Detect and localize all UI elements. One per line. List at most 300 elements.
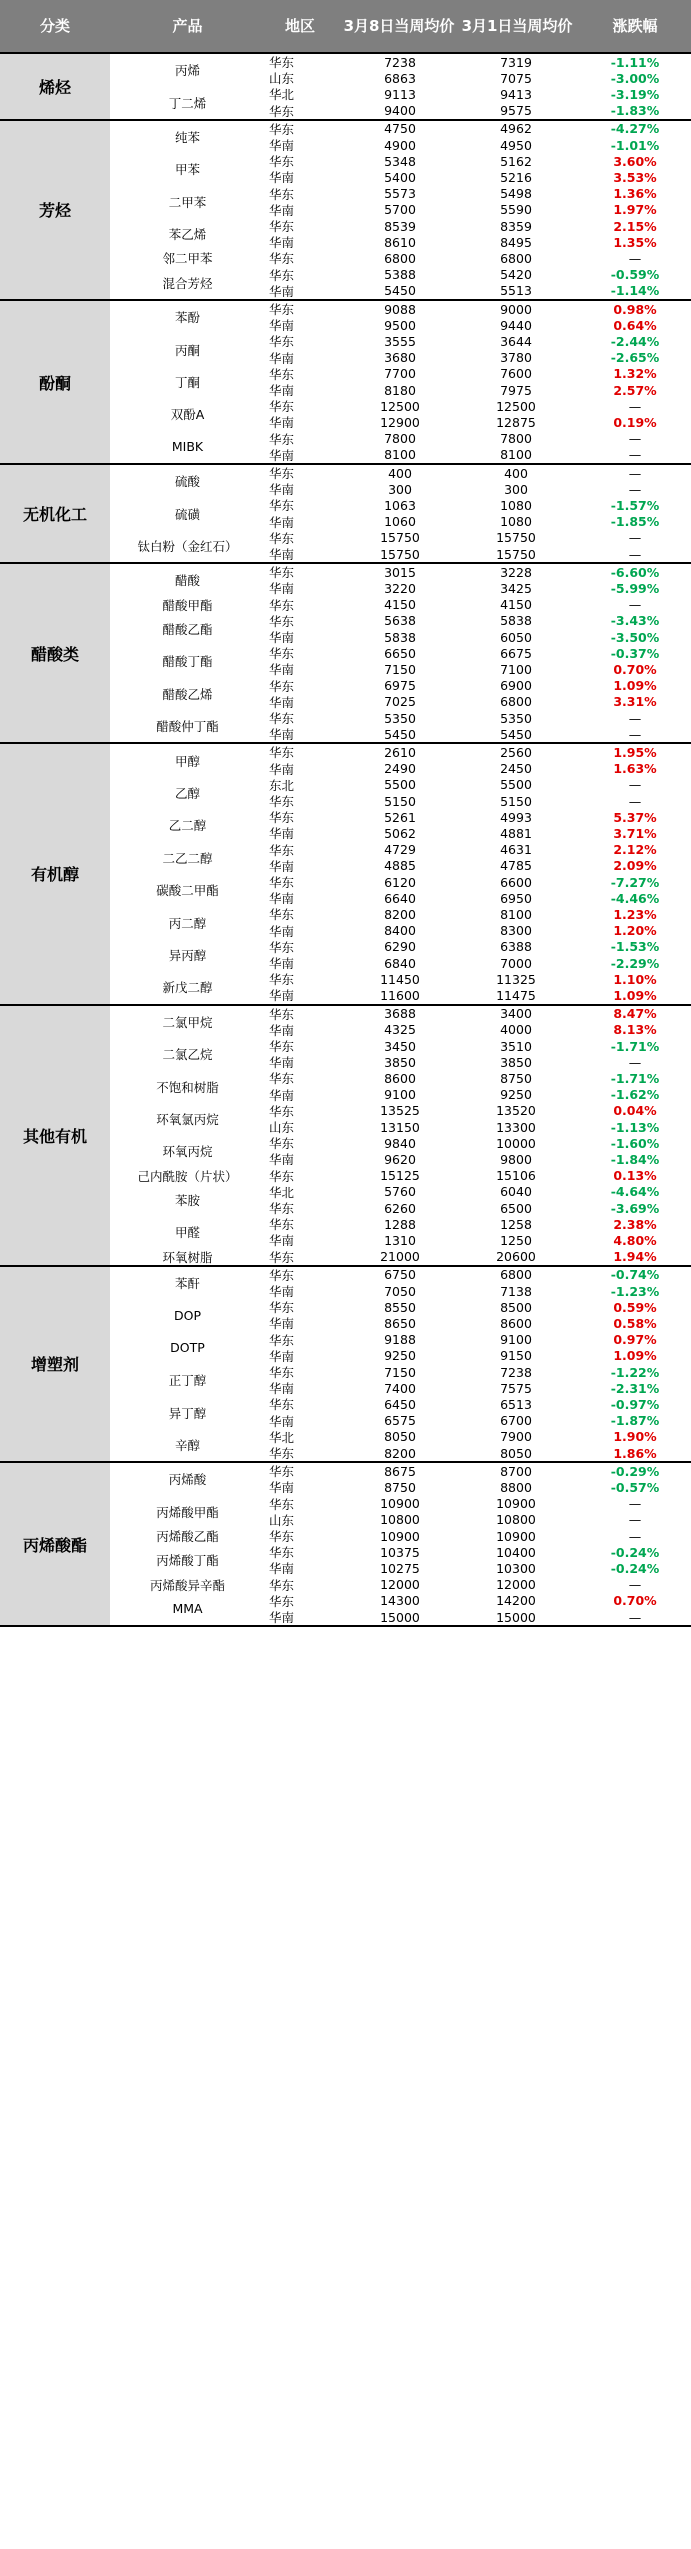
change-cell: -5.99% (610, 580, 660, 596)
change-cell: — (628, 530, 642, 546)
change-cell: -1.14% (610, 283, 660, 299)
change-cell: 8.47% (613, 1006, 657, 1022)
change-cell: — (628, 1577, 642, 1593)
change-cell: 5.37% (613, 809, 657, 825)
previous-price-cell: 8750 (500, 1070, 532, 1086)
change-cell: -1.57% (610, 497, 660, 513)
region-cell: 华东 (269, 907, 295, 923)
current-price-cell: 15125 (380, 1168, 420, 1184)
previous-price-cell: 9250 (500, 1087, 532, 1103)
region-cell: 华东 (269, 186, 295, 202)
change-cell: -6.60% (610, 564, 660, 580)
table-row (265, 580, 691, 596)
change-cell: 0.13% (613, 1168, 657, 1184)
product-name: 丙酮 (110, 333, 265, 365)
region-cell: 华东 (269, 103, 295, 119)
previous-price-cell: 7575 (500, 1380, 532, 1396)
table-row (265, 1413, 691, 1429)
current-price-cell: 9840 (384, 1135, 416, 1151)
table-row (265, 169, 691, 185)
region-cell: 华东 (269, 1039, 295, 1055)
change-cell: -1.11% (610, 54, 660, 70)
table-row (265, 1119, 691, 1135)
previous-price-cell: 5513 (500, 283, 532, 299)
previous-price-cell: 9150 (500, 1348, 532, 1364)
previous-price-cell: 12875 (496, 414, 536, 430)
change-cell: -1.85% (610, 514, 660, 530)
current-price-cell: 8650 (384, 1315, 416, 1331)
change-cell: — (628, 465, 642, 481)
current-price-cell: 3680 (384, 350, 416, 366)
product-name: 硫磺 (110, 497, 265, 529)
change-cell: 0.98% (613, 301, 657, 317)
product-name: 二乙二醇 (110, 842, 265, 874)
change-cell: 2.57% (613, 382, 657, 398)
previous-price-cell: 4631 (500, 842, 532, 858)
region-cell: 华南 (269, 923, 295, 939)
current-price-cell: 10800 (380, 1512, 420, 1528)
change-cell: -0.37% (610, 645, 660, 661)
change-cell: 0.64% (613, 317, 657, 333)
region-cell: 华南 (269, 1152, 295, 1168)
table-row (265, 1054, 691, 1070)
previous-price-cell: 15750 (496, 546, 536, 562)
previous-price-cell: 6800 (500, 250, 532, 266)
table-row (265, 923, 691, 939)
table-row (265, 1479, 691, 1495)
product-name: 环氧树脂 (110, 1249, 265, 1265)
change-cell: — (628, 1609, 642, 1625)
change-cell: -3.19% (610, 86, 660, 102)
change-cell: — (628, 710, 642, 726)
product-name: 二氯甲烷 (110, 1006, 265, 1038)
region-cell: 华南 (269, 1381, 295, 1397)
current-price-cell: 8100 (384, 447, 416, 463)
table-row (265, 1609, 691, 1625)
product-name: 甲醇 (110, 744, 265, 776)
region-cell: 华南 (269, 1348, 295, 1364)
previous-price-cell: 7075 (500, 70, 532, 86)
change-cell: -2.31% (610, 1380, 660, 1396)
previous-price-cell: 8800 (500, 1479, 532, 1495)
current-price-cell: 8610 (384, 234, 416, 250)
table-row (265, 1249, 691, 1265)
region-cell: 华南 (269, 727, 295, 743)
change-cell: 3.53% (613, 169, 657, 185)
previous-price-cell: 3644 (500, 333, 532, 349)
current-price-cell: 5388 (384, 267, 416, 283)
current-price-cell: 6650 (384, 645, 416, 661)
previous-price-cell: 7000 (500, 955, 532, 971)
previous-price-cell: 15750 (496, 530, 536, 546)
current-price-cell: 7025 (384, 694, 416, 710)
table-row (265, 121, 691, 137)
table-row (265, 54, 691, 70)
table-row (265, 597, 691, 613)
current-price-cell: 6750 (384, 1267, 416, 1283)
region-cell: 华东 (269, 1577, 295, 1593)
region-cell: 华南 (269, 1610, 295, 1626)
change-cell: -0.24% (610, 1560, 660, 1576)
current-price-cell: 5450 (384, 283, 416, 299)
current-price-cell: 9500 (384, 317, 416, 333)
table-row (265, 939, 691, 955)
current-price-cell: 7700 (384, 366, 416, 382)
region-cell: 华东 (269, 431, 295, 447)
region-cell: 华南 (269, 1561, 295, 1577)
change-cell: 0.59% (613, 1299, 657, 1315)
product-name: 乙醇 (110, 777, 265, 809)
previous-price-cell: 4785 (500, 858, 532, 874)
table-row (265, 777, 691, 793)
previous-price-cell: 8100 (500, 447, 532, 463)
table-row (265, 645, 691, 661)
region-cell: 华南 (269, 318, 295, 334)
change-cell: -1.71% (610, 1038, 660, 1054)
table-row (265, 987, 691, 1003)
current-price-cell: 8200 (384, 906, 416, 922)
current-price-cell: 9088 (384, 301, 416, 317)
change-cell: — (628, 250, 642, 266)
table-row (265, 1364, 691, 1380)
table-row (265, 858, 691, 874)
region-cell: 华南 (269, 1413, 295, 1429)
current-price-cell: 14300 (380, 1593, 420, 1609)
table-row (265, 186, 691, 202)
table-row (265, 1038, 691, 1054)
table-row (265, 1512, 691, 1528)
product-name: 丁酮 (110, 366, 265, 398)
region-cell: 华南 (269, 383, 295, 399)
region-cell: 华东 (269, 1464, 295, 1480)
change-cell: 0.19% (613, 414, 657, 430)
change-cell: — (628, 1496, 642, 1512)
region-cell: 华东 (269, 219, 295, 235)
header-product: 产品 (172, 17, 203, 35)
current-price-cell: 6120 (384, 874, 416, 890)
change-cell: 2.12% (613, 842, 657, 858)
previous-price-cell: 8359 (500, 218, 532, 234)
table-row (265, 514, 691, 530)
product-name: 醋酸乙酯 (110, 613, 265, 645)
change-cell: -1.60% (610, 1135, 660, 1151)
previous-price-cell: 20600 (496, 1249, 536, 1265)
previous-price-cell: 9800 (500, 1151, 532, 1167)
current-price-cell: 11450 (380, 971, 420, 987)
change-cell: 3.71% (613, 825, 657, 841)
product-name: 苯酐 (110, 1267, 265, 1299)
product-name: DOP (110, 1299, 265, 1331)
table-row (265, 267, 691, 283)
current-price-cell: 4729 (384, 842, 416, 858)
region-cell: 东北 (269, 777, 295, 793)
category-cell: 丙烯酸酯 (0, 1463, 110, 1625)
change-cell: 1.90% (613, 1429, 657, 1445)
current-price-cell: 4900 (384, 137, 416, 153)
table-row (265, 1087, 691, 1103)
region-cell: 华南 (269, 826, 295, 842)
current-price-cell: 4150 (384, 597, 416, 613)
region-cell: 华东 (269, 711, 295, 727)
change-cell: — (628, 1054, 642, 1070)
table-row (265, 333, 691, 349)
table-row (265, 629, 691, 645)
region-cell: 华东 (269, 1397, 295, 1413)
change-cell: -1.53% (610, 939, 660, 955)
region-cell: 华东 (269, 1136, 295, 1152)
product-name: 异丙醇 (110, 939, 265, 971)
change-cell: -1.87% (610, 1413, 660, 1429)
previous-price-cell: 10900 (496, 1496, 536, 1512)
previous-price-cell: 5162 (500, 153, 532, 169)
change-cell: 1.95% (613, 744, 657, 760)
table-row (265, 546, 691, 562)
previous-price-cell: 1250 (500, 1232, 532, 1248)
change-cell: 2.15% (613, 218, 657, 234)
table-row (265, 726, 691, 742)
current-price-cell: 8400 (384, 923, 416, 939)
region-cell: 华东 (269, 597, 295, 613)
region-cell: 华南 (269, 1480, 295, 1496)
change-cell: — (628, 597, 642, 613)
current-price-cell: 5760 (384, 1184, 416, 1200)
current-price-cell: 15750 (380, 546, 420, 562)
table-row (265, 1283, 691, 1299)
region-cell: 华东 (269, 1201, 295, 1217)
change-cell: 2.38% (613, 1216, 657, 1232)
change-cell: -1.83% (610, 103, 660, 119)
table-row (265, 431, 691, 447)
change-cell: 0.97% (613, 1332, 657, 1348)
change-cell: -2.29% (610, 955, 660, 971)
region-cell: 华东 (269, 1446, 295, 1462)
previous-price-cell: 2450 (500, 761, 532, 777)
region-cell: 山东 (269, 71, 295, 87)
current-price-cell: 3688 (384, 1006, 416, 1022)
product-name: 硫酸 (110, 465, 265, 497)
change-cell: 1.94% (613, 1249, 657, 1265)
change-cell: — (628, 1528, 642, 1544)
region-cell: 华南 (269, 630, 295, 646)
previous-price-cell: 5500 (500, 777, 532, 793)
current-price-cell: 6863 (384, 70, 416, 86)
table-row (265, 661, 691, 677)
change-cell: 1.09% (613, 987, 657, 1003)
previous-price-cell: 15106 (496, 1168, 536, 1184)
table-header (0, 0, 691, 52)
change-cell: -7.27% (610, 874, 660, 890)
current-price-cell: 5450 (384, 726, 416, 742)
change-cell: -1.13% (610, 1119, 660, 1135)
table-row (265, 971, 691, 987)
previous-price-cell: 3425 (500, 580, 532, 596)
previous-price-cell: 3510 (500, 1038, 532, 1054)
product-name: 醋酸甲酯 (110, 597, 265, 613)
region-cell: 华北 (269, 1429, 295, 1445)
region-cell: 华南 (269, 761, 295, 777)
previous-price-cell: 9000 (500, 301, 532, 317)
table-row (265, 825, 691, 841)
change-cell: 1.36% (613, 186, 657, 202)
product-name: DOTP (110, 1332, 265, 1364)
table-row (265, 530, 691, 546)
change-cell: 0.70% (613, 661, 657, 677)
category-cell: 芳烃 (0, 121, 110, 299)
previous-price-cell: 6500 (500, 1200, 532, 1216)
current-price-cell: 9100 (384, 1087, 416, 1103)
table-row (265, 874, 691, 890)
region-cell: 华东 (269, 251, 295, 267)
region-cell: 华东 (269, 1249, 295, 1265)
previous-price-cell: 5590 (500, 202, 532, 218)
table-row (265, 1445, 691, 1461)
current-price-cell: 3220 (384, 580, 416, 596)
change-cell: -2.65% (610, 350, 660, 366)
previous-price-cell: 10900 (496, 1528, 536, 1544)
current-price-cell: 9400 (384, 103, 416, 119)
previous-price-cell: 9575 (500, 103, 532, 119)
product-name: 二甲苯 (110, 186, 265, 218)
previous-price-cell: 8300 (500, 923, 532, 939)
previous-price-cell: 5498 (500, 186, 532, 202)
current-price-cell: 8050 (384, 1429, 416, 1445)
table-row (265, 1135, 691, 1151)
change-cell: 1.20% (613, 923, 657, 939)
previous-price-cell: 9413 (500, 86, 532, 102)
table-row (265, 1168, 691, 1184)
table-row (265, 890, 691, 906)
table-row (265, 1348, 691, 1364)
region-cell: 华东 (269, 334, 295, 350)
region-cell: 山东 (269, 1120, 295, 1136)
product-name: 醋酸仲丁酯 (110, 710, 265, 742)
product-name: 双酚A (110, 398, 265, 430)
product-name: 丙烯酸丁酯 (110, 1544, 265, 1576)
previous-price-cell: 5450 (500, 726, 532, 742)
table-row (265, 1103, 691, 1119)
product-name: 丙烯 (110, 54, 265, 86)
table-row (265, 218, 691, 234)
region-cell: 华南 (269, 283, 295, 299)
product-name: 异丁醇 (110, 1396, 265, 1428)
product-name: 丙烯酸 (110, 1463, 265, 1495)
current-price-cell: 8750 (384, 1479, 416, 1495)
region-cell: 华东 (269, 1529, 295, 1545)
current-price-cell: 9113 (384, 86, 416, 102)
table-row (265, 1184, 691, 1200)
current-price-cell: 3015 (384, 564, 416, 580)
change-cell: 1.10% (613, 971, 657, 987)
change-cell: -0.97% (610, 1396, 660, 1412)
region-cell: 华东 (269, 302, 295, 318)
product-name: 环氧丙烷 (110, 1135, 265, 1167)
current-price-cell: 5573 (384, 186, 416, 202)
table-row (265, 1216, 691, 1232)
previous-price-cell: 6050 (500, 629, 532, 645)
current-price-cell: 8539 (384, 218, 416, 234)
current-price-cell: 5348 (384, 153, 416, 169)
previous-price-cell: 7800 (500, 431, 532, 447)
current-price-cell: 3450 (384, 1038, 416, 1054)
table-row (265, 842, 691, 858)
category-cell: 其他有机 (0, 1006, 110, 1265)
table-row (265, 906, 691, 922)
previous-price-cell: 6040 (500, 1184, 532, 1200)
previous-price-cell: 8495 (500, 234, 532, 250)
previous-price-cell: 4881 (500, 825, 532, 841)
current-price-cell: 5500 (384, 777, 416, 793)
current-price-cell: 5062 (384, 825, 416, 841)
change-cell: -1.71% (610, 1070, 660, 1086)
table-row (265, 1396, 691, 1412)
region-cell: 华南 (269, 482, 295, 498)
current-price-cell: 4750 (384, 121, 416, 137)
previous-price-cell: 6700 (500, 1413, 532, 1429)
current-price-cell: 7150 (384, 1364, 416, 1380)
change-cell: — (628, 398, 642, 414)
table-row (265, 1560, 691, 1576)
current-price-cell: 10900 (380, 1528, 420, 1544)
current-price-cell: 7800 (384, 431, 416, 447)
change-cell: 0.58% (613, 1315, 657, 1331)
change-cell: 1.97% (613, 202, 657, 218)
product-name: 碳酸二甲酯 (110, 874, 265, 906)
product-name: 丙烯酸乙酯 (110, 1528, 265, 1544)
product-name: 甲醛 (110, 1216, 265, 1248)
region-cell: 华南 (269, 350, 295, 366)
change-cell: -3.69% (610, 1200, 660, 1216)
previous-price-cell: 6388 (500, 939, 532, 955)
current-price-cell: 1310 (384, 1232, 416, 1248)
region-cell: 华东 (269, 939, 295, 955)
region-cell: 山东 (269, 1512, 295, 1528)
region-cell: 华南 (269, 1055, 295, 1071)
category-cell: 烯烃 (0, 54, 110, 119)
region-cell: 华东 (269, 154, 295, 170)
previous-price-cell: 7975 (500, 382, 532, 398)
product-name: 新戊二醇 (110, 971, 265, 1003)
current-price-cell: 4885 (384, 858, 416, 874)
product-name: 苯乙烯 (110, 218, 265, 250)
current-price-cell: 13525 (380, 1103, 420, 1119)
current-price-cell: 8600 (384, 1070, 416, 1086)
region-cell: 华东 (269, 1496, 295, 1512)
region-cell: 华南 (269, 547, 295, 563)
table-row (265, 86, 691, 102)
previous-price-cell: 5350 (500, 710, 532, 726)
current-price-cell: 12000 (380, 1577, 420, 1593)
current-price-cell: 3850 (384, 1054, 416, 1070)
table-row (265, 744, 691, 760)
current-price-cell: 8550 (384, 1299, 416, 1315)
table-row (265, 250, 691, 266)
previous-price-cell: 4993 (500, 809, 532, 825)
region-cell: 华南 (269, 235, 295, 251)
change-cell: -1.84% (610, 1151, 660, 1167)
table-row (265, 350, 691, 366)
previous-price-cell: 6513 (500, 1396, 532, 1412)
change-cell: — (628, 481, 642, 497)
previous-price-cell: 6950 (500, 890, 532, 906)
product-name: 丁二烯 (110, 86, 265, 118)
product-name: 丙二醇 (110, 906, 265, 938)
table-row (265, 317, 691, 333)
current-price-cell: 300 (388, 481, 412, 497)
previous-price-cell: 4150 (500, 597, 532, 613)
current-price-cell: 6450 (384, 1396, 416, 1412)
previous-price-cell: 7238 (500, 1364, 532, 1380)
previous-price-cell: 2560 (500, 744, 532, 760)
